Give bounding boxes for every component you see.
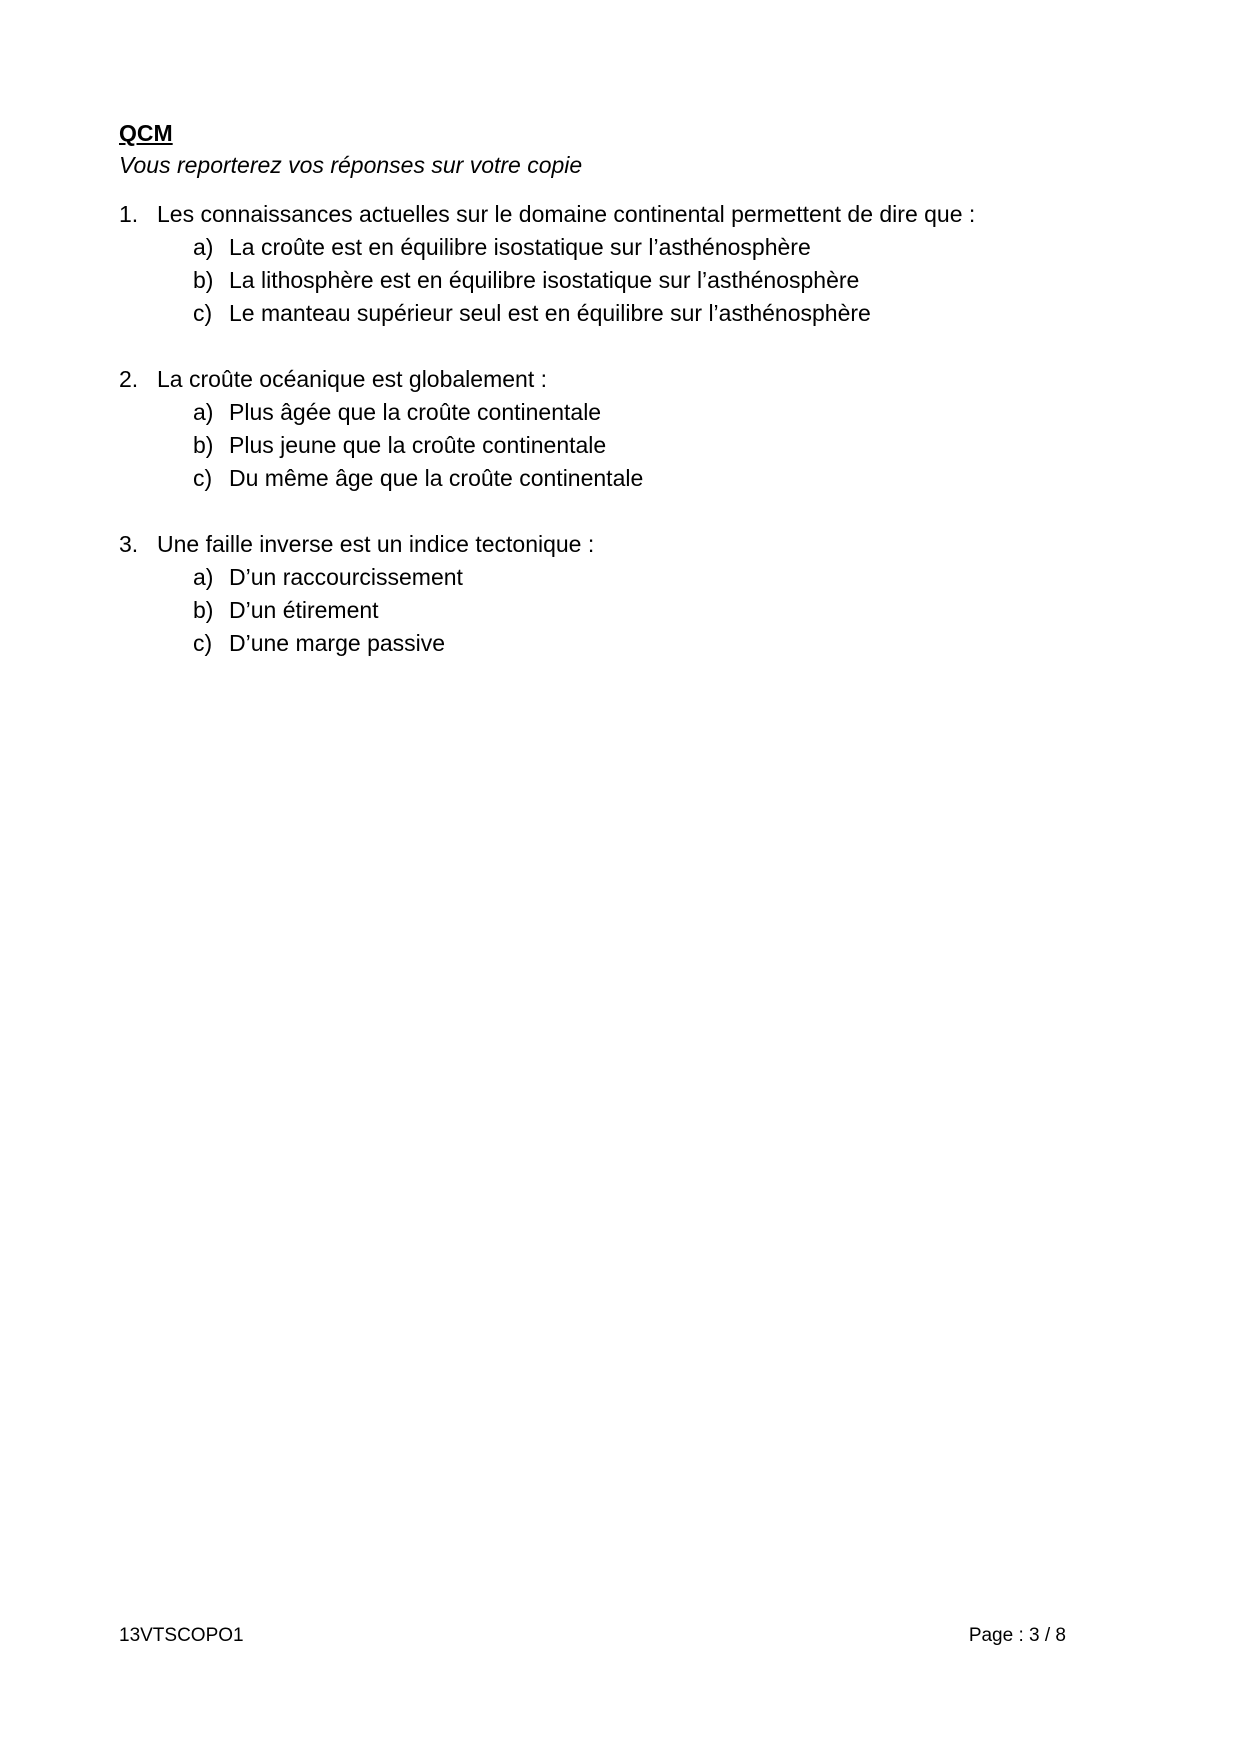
question-1 — [119, 198, 1119, 330]
question-list — [119, 198, 1119, 660]
document-code: 13VTSCOPO1 — [119, 1625, 244, 1646]
answer-letter: a) — [193, 399, 214, 425]
answer-option — [119, 297, 1119, 330]
answer-text: Plus jeune que la croûte continentale — [229, 432, 607, 458]
answer-letter: b) — [193, 267, 214, 293]
answer-option — [119, 627, 1119, 660]
question-2 — [119, 363, 1119, 495]
answer-text: D’un étirement — [229, 597, 379, 623]
answer-letter: a) — [193, 234, 214, 260]
answer-text: Du même âge que la croûte continentale — [229, 465, 644, 491]
question-text: Une faille inverse est un indice tectonique : — [157, 531, 595, 557]
answer-list — [119, 561, 1119, 660]
answer-letter: b) — [193, 432, 214, 458]
answer-option — [119, 561, 1119, 594]
answer-text: La croûte est en équilibre isostatique sur l’asthénosphère — [229, 234, 811, 260]
instruction-text: Vous reporterez vos réponses sur votre copie — [119, 152, 583, 178]
answer-text: La lithosphère est en équilibre isostatique sur l’asthénosphère — [229, 267, 860, 293]
question-number: 2. — [119, 366, 139, 392]
answer-text: D’un raccourcissement — [229, 564, 463, 590]
answer-letter: c) — [193, 300, 213, 326]
answer-option — [119, 429, 1119, 462]
answer-letter: a) — [193, 564, 214, 590]
answer-option — [119, 462, 1119, 495]
answer-letter: b) — [193, 597, 214, 623]
answer-list — [119, 396, 1119, 495]
question-text: La croûte océanique est globalement : — [157, 366, 547, 392]
answer-text: Plus âgée que la croûte continentale — [229, 399, 602, 425]
question-3 — [119, 528, 1119, 660]
answer-list — [119, 231, 1119, 330]
answer-letter: c) — [193, 630, 213, 656]
answer-text: D’une marge passive — [229, 630, 446, 656]
question-number: 1. — [119, 201, 139, 227]
answer-option — [119, 264, 1119, 297]
answer-text: Le manteau supérieur seul est en équilibre sur l’asthénosphère — [229, 300, 871, 326]
question-number: 3. — [119, 531, 139, 557]
page-title: QCM — [119, 120, 173, 146]
answer-option — [119, 594, 1119, 627]
answer-option — [119, 396, 1119, 429]
page-content — [119, 117, 1119, 660]
question-text: Les connaissances actuelles sur le domaine continental permettent de dire que : — [157, 201, 976, 227]
answer-option — [119, 231, 1119, 264]
answer-letter: c) — [193, 465, 213, 491]
page-number: Page : 3 / 8 — [968, 1625, 1066, 1646]
